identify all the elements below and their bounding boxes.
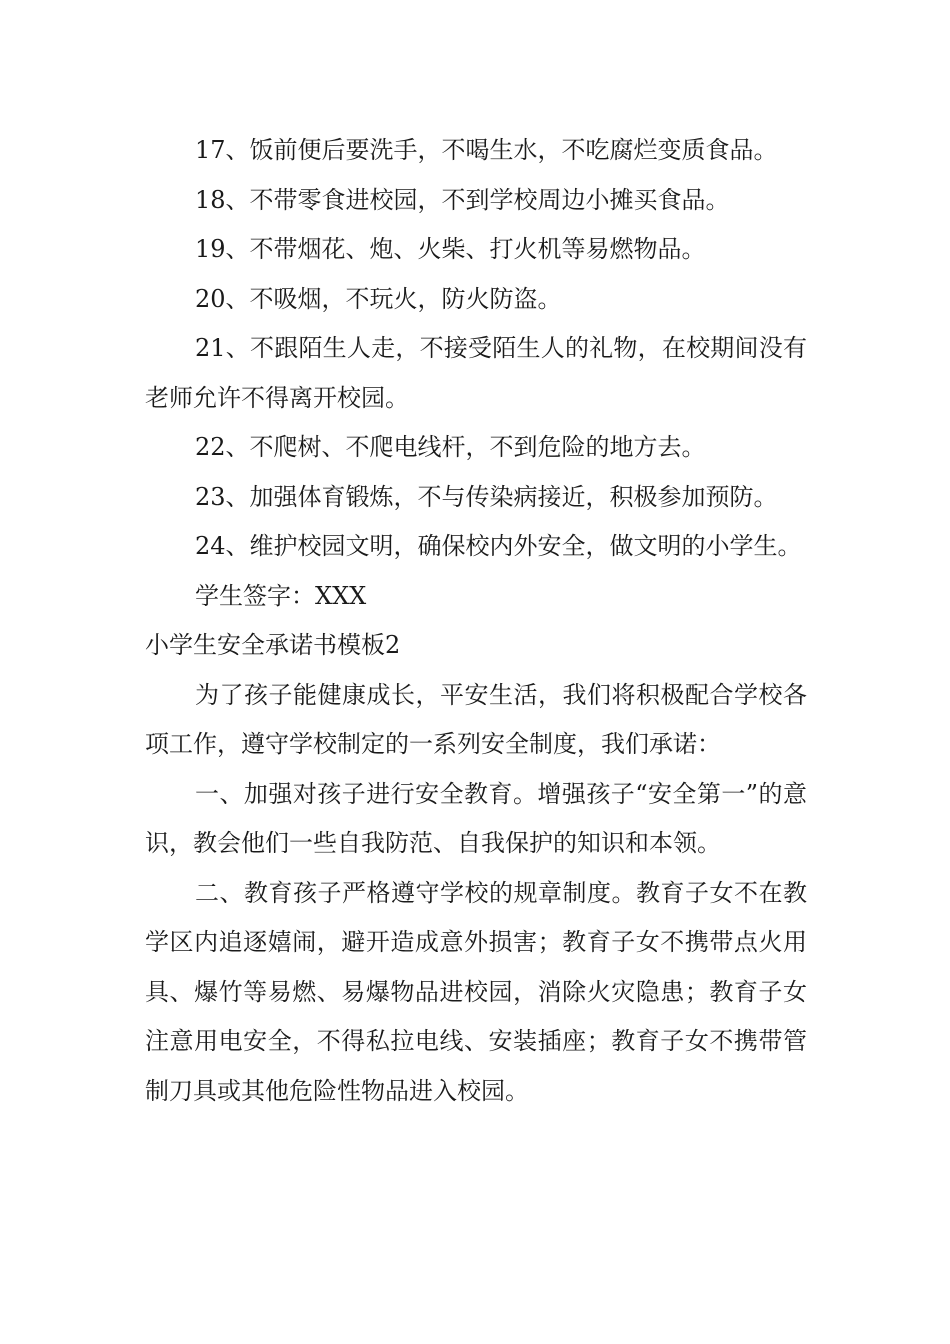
rule-23: 23、加强体育锻炼，不与传染病接近，积极参加预防。 (195, 482, 778, 511)
pledge-two: 二、教育孩子严格遵守学校的规章制度。教育子女不在教学区内追逐嬉闹，避开造成意外损害；教育子女不携带点火用具、爆竹等易燃、易爆物品进校园，消除火灾隐患；教育子女注意用电安全，不得私拉电线、安装插座；教育子女不携带管制刀具或其他危险性物品进入校园。 (145, 878, 807, 1105)
rule-19: 19、不带烟花、炮、火柴、打火机等易燃物品。 (195, 235, 706, 263)
rule-22: 22、不爬树、不爬电线杆，不到危险的地方去。 (195, 433, 706, 461)
section-title: 小学生安全承诺书模板2 (145, 631, 401, 659)
pledge-one: 一、加强对孩子进行安全教育。增强孩子“安全第一”的意识，教会他们一些自我防范、自我保护的知识和本领。 (145, 779, 807, 857)
rule-21: 21、不跟陌生人走，不接受陌生人的礼物，在校期间没有老师允许不得离开校园。 (145, 334, 807, 412)
rule-24: 24、维护校园文明，确保校内外安全，做文明的小学生。 (195, 532, 802, 560)
document-content (145, 126, 807, 1116)
rule-17: 17、饭前便后要洗手，不喝生水，不吃腐烂变质食品。 (195, 136, 778, 164)
rule-20: 20、不吸烟，不玩火，防火防盗。 (195, 284, 562, 313)
rule-18: 18、不带零食进校园，不到学校周边小摊买食品。 (195, 185, 730, 214)
intro-paragraph: 为了孩子能健康成长，平安生活，我们将积极配合学校各项工作，遵守学校制定的一系列安全制度，我们承诺： (145, 680, 807, 758)
student-signature: 学生签字：XXX (195, 581, 367, 610)
